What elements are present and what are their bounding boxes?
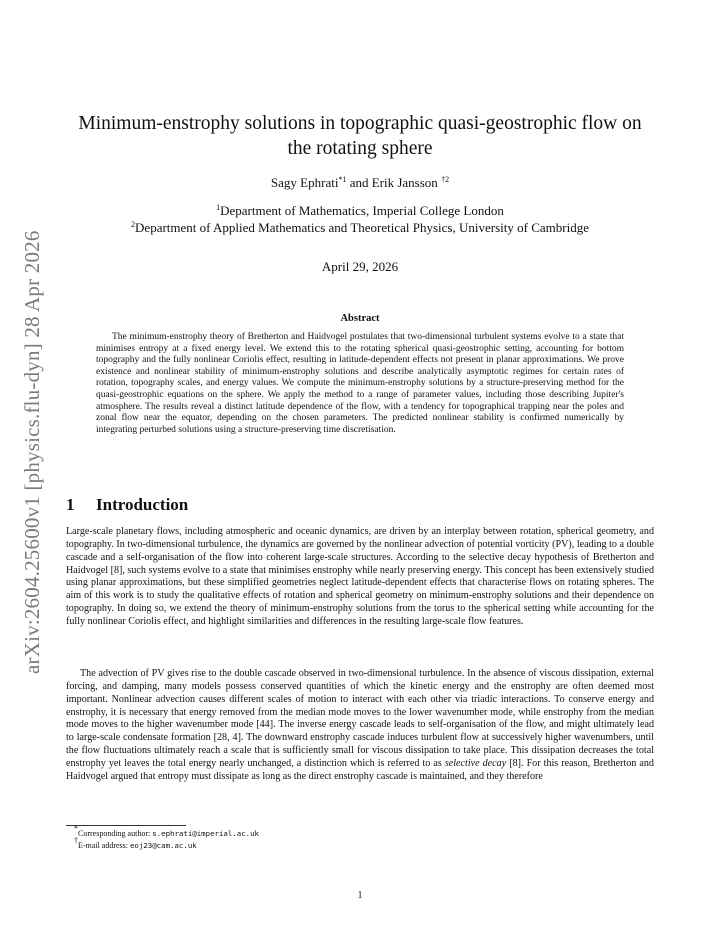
abstract-body: The minimum-enstrophy theory of Bretherton and Haidvogel postulates that two-dimensional turbulent systems evolve to a state that minimises entropy at a fixed energy level. We extend this to the rotating spherical quasi-geostrophic setting, accounting for bottom topography and the fully nonlinear Coriolis effect, resulting in latitude-dependent effects not present in planar approximations. We prove existence and nonlinear stability of minimum-enstrophy solutions and describe analytically asymptotic regimes for certain rates of rotation, topography scales, and energy values. We compute the minimum-enstrophy solutions by a structure-preserving method for the quasi-geostrophic equations on the sphere. We apply the method to a range of parameter values, including those describing Jupiter's atmosphere. The results reveal a distinct latitude dependence of the flow, with a tendency for topographical trapping near the poles and zonal flow near the equator, depending on the chosen parameters. The predicted nonlinear stability is confirmed numerically by integrating perturbed solutions using a structure-preserving time discretisation. — [96, 332, 624, 435]
author-mark: *1 — [338, 175, 347, 184]
affiliation — [66, 203, 654, 219]
body-paragraph — [66, 668, 654, 784]
affiliation-text: Department of Applied Mathematics and Theoretical Physics, University of Cambridge — [135, 220, 589, 235]
section-title: Introduction — [96, 495, 189, 514]
publication-date: April 29, 2026 — [321, 259, 399, 274]
paragraph-text: [8]. For this reason, Bretherton and Haidvogel argued that entropy must dissipate as long as the direct enstrophy cascade is maintained, and they therefore — [66, 757, 654, 782]
footnote-label: Corresponding author: — [78, 829, 153, 838]
section-heading — [66, 495, 188, 515]
author-connector: and — [346, 175, 372, 190]
section-number: 1 — [66, 495, 75, 514]
author-line — [66, 175, 654, 191]
footnote-divider — [66, 825, 186, 826]
affiliation-text: Department of Mathematics, Imperial College London — [220, 203, 504, 218]
footnote-mark: * — [74, 824, 78, 833]
footnote — [74, 836, 197, 850]
email-address: s.ephrati@imperial.ac.uk — [152, 829, 260, 838]
arxiv-identifier-stamp: arXiv:2604.25600v1 [physics.flu-dyn] 28 Apr 2026 — [20, 230, 44, 674]
emphasized-term: selective decay — [444, 757, 507, 769]
footnote-label: E-mail address: — [78, 841, 130, 850]
body-paragraph: Large-scale planetary flows, including atmospheric and oceanic dynamics, are driven by an interplay between rotation, spherical geometry, and topography. In two-dimensional turbulence, the dynamics are governed by the nonlinear advection of potential vorticity (PV), leading to a double cascade and a self-organisation of the flow into coherent large-scale structures. According to the selective decay hypothesis of Bretherton and Haidvogel [8], such systems evolve to a state that minimises enstrophy while nearly preserving energy. This concept has been extensively studied using planar approximations, but these simplified geometries neglect latitude-dependent effects that characterise flows on rotating spheres. The aim of this work is to study the qualitative effects of rotation and spherical geometry on minimum-enstrophy solutions and their dependence on topography. In doing so, we extend the theory of minimum-enstrophy solutions from the torus to the spherical setting while accounting for the fully nonlinear Coriolis effect, and highlight similarities and differences in the resulting large-scale flow features. — [66, 526, 654, 627]
affiliation — [66, 220, 654, 236]
abstract-heading: Abstract — [340, 313, 380, 324]
author-name: Erik Jansson — [371, 175, 442, 190]
paper-title: Minimum-enstrophy solutions in topographic quasi-geostrophic flow on the rotating sphere — [78, 113, 642, 159]
affiliation-mark: 1 — [216, 203, 221, 212]
email-address: eoj23@cam.ac.uk — [129, 841, 197, 850]
footnote — [74, 824, 260, 838]
author-mark: †2 — [441, 175, 450, 184]
footnote-mark: † — [74, 836, 78, 845]
paragraph-text: The advection of PV gives rise to the double cascade observed in two-dimensional turbulence. In the absence of viscous dissipation, external forcing, and damping, many models possess conserved quantities of which the kinetic energy and the enstrophy are often deemed most important. Nonlinear advection causes different scales of motion to interact with each other via triadic interactions. To conserve energy and enstrophy, it is necessary that energy removed from the median mode moves to the lower wavenumber mode, while enstrophy from the median mode moves to the higher wavenumber mode [44]. The inverse energy cascade leads to self-organisation of the flow, and might ultimately lead to large-scale condensate formation [28, 4]. The downward enstrophy cascade induces turbulent flow at successively higher wavenumbers, until the flow fluctuations ultimately reach a scale that is sufficiently small for viscous dissipation to take place. This dissipation decreases the total enstrophy yet leaves the total energy nearly unchanged, a distinction which is referred to as — [66, 668, 654, 769]
page-number: 1 — [357, 890, 363, 901]
affiliation-mark: 2 — [131, 220, 136, 229]
author-name: Sagy Ephrati — [270, 175, 339, 190]
